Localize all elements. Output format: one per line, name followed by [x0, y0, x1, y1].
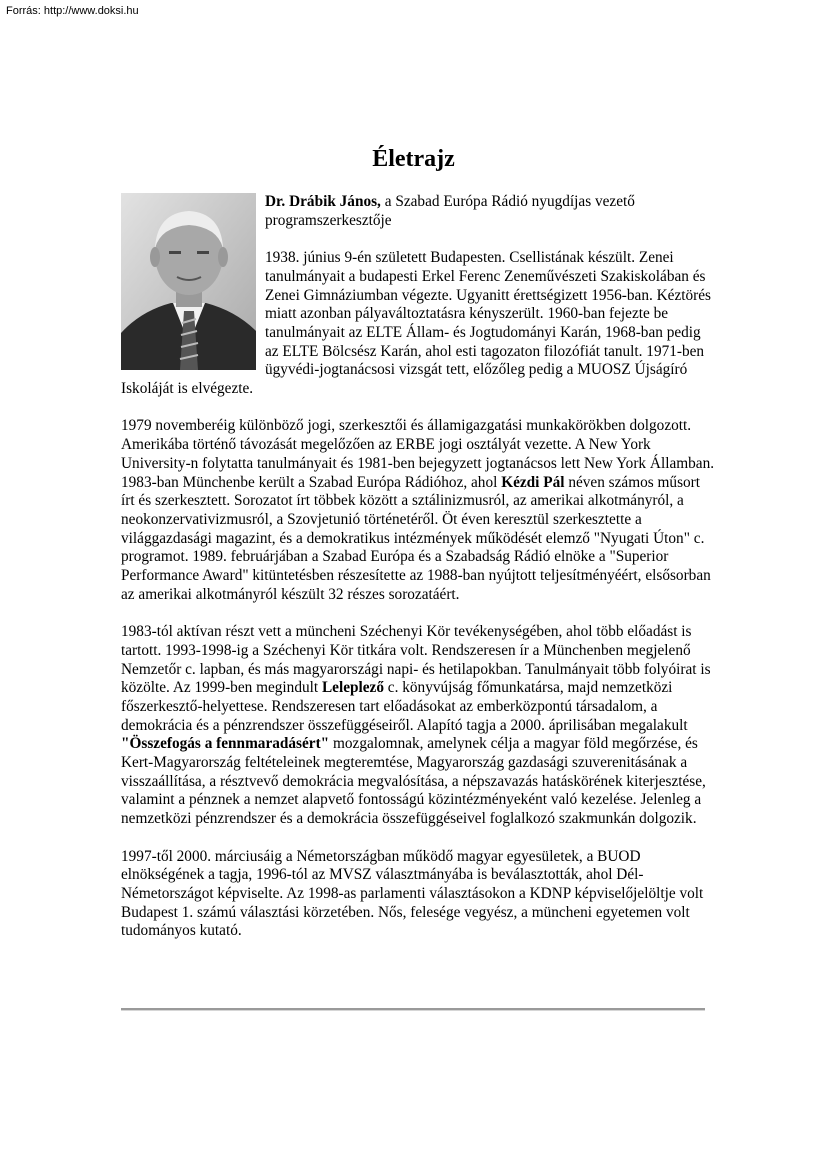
portrait-illustration — [121, 193, 256, 370]
paragraph-career — [121, 417, 717, 604]
activities-text-1: 1983-tól aktívan részt vett a müncheni Széchenyi Kör tevékenységében, ahol több előadást is tartott. 1993-1998-ig a Széchenyi Kör titkára volt. Rendszeresen ír a Münchenben megjelenő Nemzetőr c. lapban, és más magyarországi napi- és hetilapokban. Tanulmányait több folyóirat is közölte. Az 1999-ben megindult — [121, 623, 711, 697]
publication-name: Leleplező — [321, 679, 384, 697]
person-name: Dr. Drábik János, — [265, 193, 381, 210]
divider — [121, 1008, 705, 1011]
paragraph-public-life: 1997-től 2000. márciusáig a Németországban működő magyar egyesületek, a BUOD elnökségének a tagja, 1996-tól az MVSZ választmányába is beválasztották, ahol Dél-Németországot képviselte. Az 1998-as parlamenti választásokon a KDNP képviselőjelöltje volt Budapest 1. számú választási körzetében. Nős, felesége vegyész, a müncheni egyetemen volt tudományos kutató. — [121, 847, 704, 940]
portrait-photo — [121, 193, 256, 370]
source-note: Forrás: http://www.doksi.hu — [6, 5, 139, 17]
movement-name: "Összefogás a fennmaradásért" — [121, 735, 330, 753]
page-title: Életrajz — [372, 146, 455, 172]
activities-text-3: mozgalomnak, amelynek célja a magyar föld megőrzése, és Kert-Magyarország feltételeinek megteremtése, Magyarország gazdasági szuverenitásának a visszaállítása, a résztvevő demokrácia megvalósítása, a népszavazás hatáskörének kiterjesztése, valamint a pénznek a nemzet alapvető fontosságú közintézményeként való kezelése. Jelenleg a nemzetközi pénzrendszer és a demokrácia összefüggéseivel foglalkozó szakmunkán dolgozik. — [121, 735, 706, 828]
biography-body — [121, 193, 717, 960]
pen-name: Kézdi Pál — [501, 473, 565, 491]
person-role: a Szabad Európa Rádió nyugdíjas vezető programszerkesztője — [265, 193, 635, 229]
career-text-2: néven számos műsort írt és szerkesztett. Sorozatot írt többek között a sztálinizmusról, az amerikai alkotmányról, a neokonzervativizmusról, a Szovjetunió történetéről. Öt éven keresztül szerkesztette a világgazdasági magazint, és a demokratikus intézmények működését elemző "Nyugati Úton" c. programot. 1989. februárjában a Szabad Európa és a Szabadság Rádió elnöke a "Superior Performance Award" kitüntetésben részesítette az 1988-ban nyújtott teljesítményéért, elsősorban az amerikai alkotmányról készült 32 részes sorozatáért. — [121, 473, 711, 603]
activities-text-2: c. könyvújság főmunkatársa, majd nemzetközi főszerkesztő-helyettese. Rendszeresen tart előadásokat az emberközpontú társadalom, a demokrácia és a pénzrendszer összefüggéseiről. Alapító tagja a 2000. áprilisában megalakult — [121, 679, 688, 734]
paragraph-activities — [121, 623, 717, 829]
paragraph-early-life: 1938. június 9-én született Budapesten. Csellistának készült. Zenei tanulmányait a budapesti Erkel Ferenc Zeneművészeti Szakiskolában és Zenei Gimnáziumban végezte. Ugyanitt érettségizett 1956-ban. Kéztörés miatt azonban pályaváltoztatásra kényszerült. 1960-ban fejezte be tanulmányait az ELTE Állam- és Jogtudományi Karán, 1968-ban pedig az ELTE Bölcsész Karán, ahol esti tagozaton filozófiát tanult. 1971-ben ügyvédi-jogtanácsosi vizsgát tett, előzőleg pedig a MUOSZ Újságíró Iskoláját is elvégezte. — [121, 249, 711, 398]
career-text-1: 1979 novemberéig különböző jogi, szerkesztői és államigazgatási munkakörökben dolgozott. Amerikába történő távozását megelőzően az ERBE jogi osztályát vezette. A New York University-n folytatta tanulmányait és 1981-ben bejegyzett jogtanácsos lett New York Államban. 1983-ban Münchenbe került a Szabad Európa Rádióhoz, ahol — [121, 417, 715, 491]
